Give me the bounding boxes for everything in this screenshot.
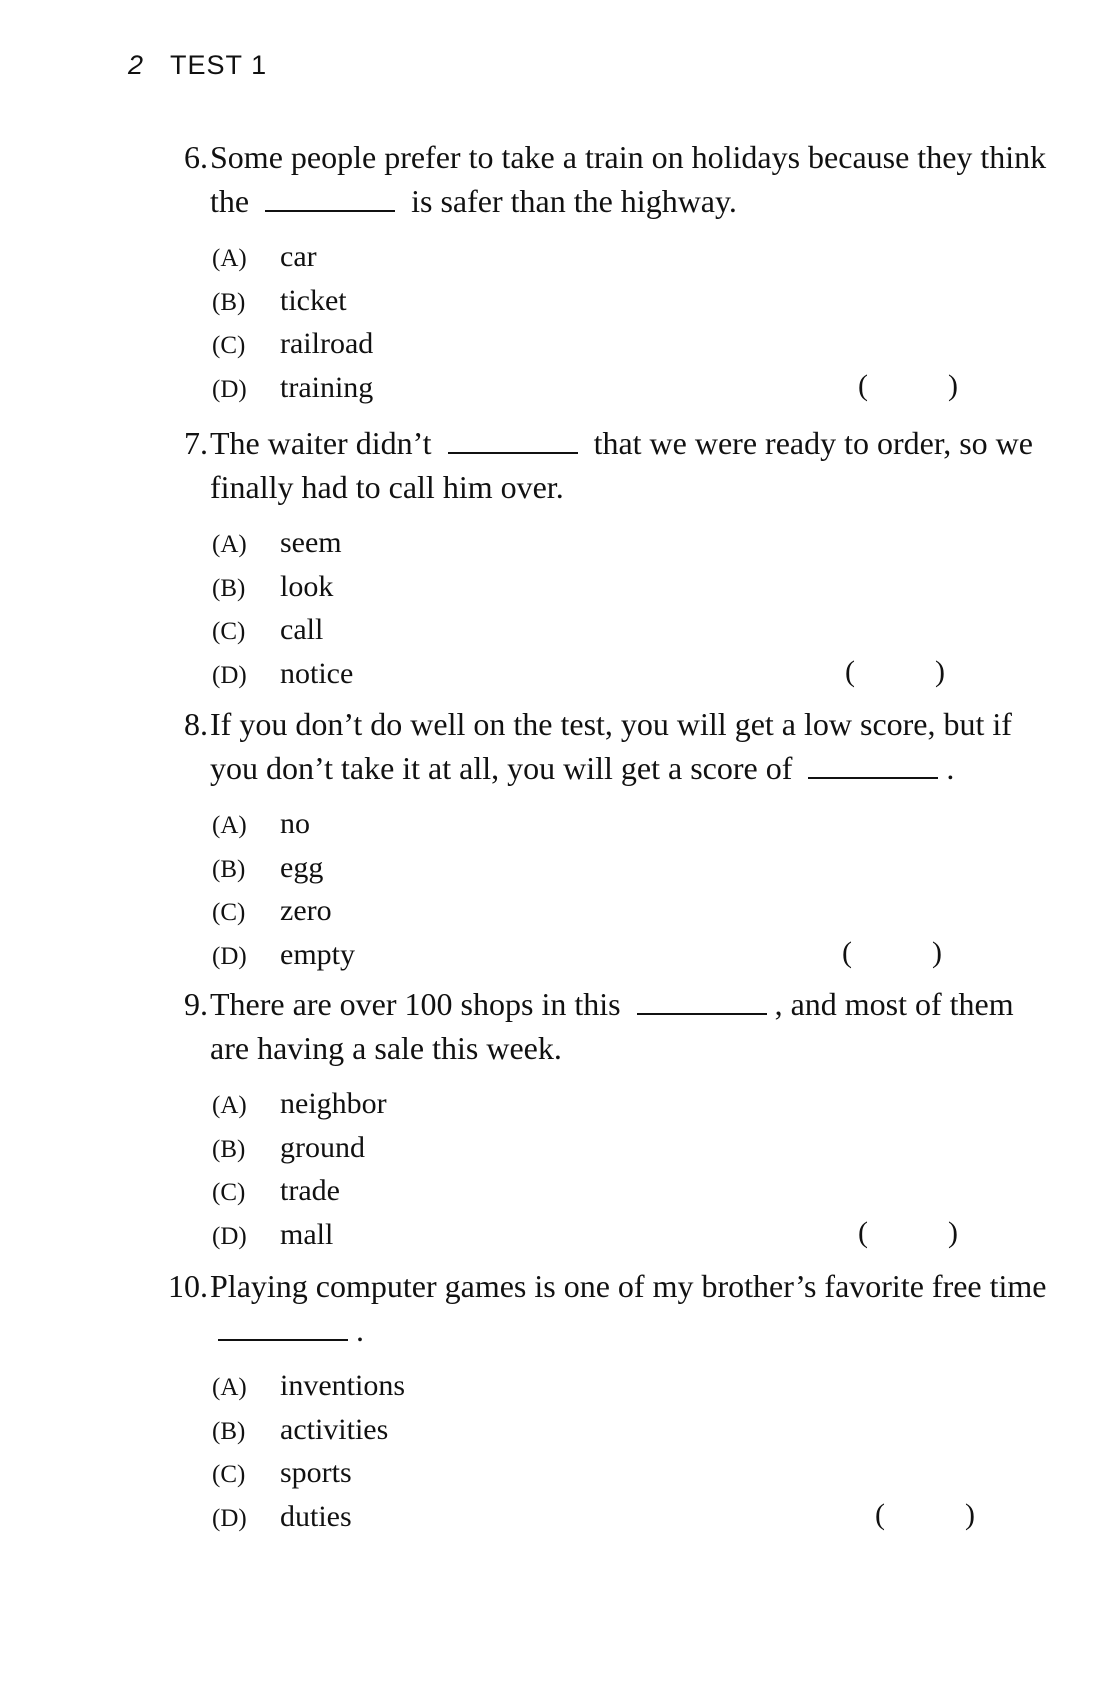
question-number: 6.	[184, 139, 208, 175]
option-letter: (A)	[212, 245, 247, 272]
options-list	[150, 235, 1050, 409]
paren-open: (	[858, 1215, 868, 1249]
question-stem	[150, 982, 1050, 1070]
question-stem	[150, 421, 1050, 509]
stem-text-before: There are over 100 shops in this	[210, 986, 621, 1022]
option-text: call	[280, 613, 324, 646]
answer-blank	[218, 1315, 348, 1341]
answer-blank	[448, 428, 578, 454]
question-number: 7.	[184, 425, 208, 461]
question-number: 8.	[184, 706, 208, 742]
question-7	[150, 421, 1050, 695]
option-text: mall	[280, 1217, 334, 1251]
option-b[interactable]	[212, 1408, 1050, 1452]
paren-open: (	[875, 1497, 885, 1531]
option-letter: (C)	[212, 1461, 246, 1488]
option-letter: (B)	[212, 288, 246, 316]
option-text: zero	[280, 894, 332, 927]
answer-blank	[808, 753, 938, 779]
question-number: 9.	[184, 986, 208, 1022]
paren-close: )	[932, 935, 942, 969]
options-list	[150, 1082, 1050, 1256]
option-text: sports	[280, 1456, 352, 1489]
question-6	[150, 135, 1050, 409]
option-a[interactable]	[212, 521, 1050, 565]
option-text: neighbor	[280, 1087, 387, 1120]
answer-parentheses[interactable]	[842, 931, 942, 975]
option-a[interactable]	[212, 802, 1050, 846]
option-letter: (C)	[212, 899, 246, 926]
option-letter: (C)	[212, 618, 246, 645]
option-c[interactable]	[212, 889, 1050, 933]
stem-text-after: is safer than the highway.	[411, 183, 737, 219]
option-text: look	[280, 569, 334, 603]
option-text: car	[280, 240, 317, 273]
option-text: seem	[280, 526, 342, 559]
option-b[interactable]	[212, 1126, 1050, 1170]
stem-text-before: Playing computer games is one of my brother’s favorite free time	[210, 1268, 1047, 1304]
stem-text-before: If you don’t do well on the test, you will get a low score, but if you don’t take it at all, you will get a score of	[210, 706, 1012, 786]
option-c[interactable]	[212, 1169, 1050, 1213]
option-text: training	[280, 370, 374, 404]
option-b[interactable]	[212, 565, 1050, 609]
stem-text-before: The waiter didn’t	[210, 425, 432, 461]
option-text: no	[280, 807, 310, 840]
option-letter: (D)	[212, 942, 247, 970]
option-b[interactable]	[212, 279, 1050, 323]
option-c[interactable]	[212, 608, 1050, 652]
option-text: egg	[280, 850, 324, 884]
option-text: empty	[280, 937, 355, 971]
option-letter: (B)	[212, 574, 246, 602]
question-stem	[150, 1264, 1050, 1352]
question-8	[150, 702, 1050, 976]
option-text: inventions	[280, 1369, 405, 1402]
stem-text-after: , and most of them are having a sale this week.	[210, 986, 1014, 1066]
option-c[interactable]	[212, 1451, 1050, 1495]
option-b[interactable]	[212, 846, 1050, 890]
option-a[interactable]	[212, 235, 1050, 279]
question-stem	[150, 135, 1050, 223]
option-a[interactable]	[212, 1082, 1050, 1126]
question-10	[150, 1264, 1050, 1538]
answer-parentheses[interactable]	[845, 650, 945, 694]
answer-blank	[265, 186, 395, 212]
answer-parentheses[interactable]	[858, 1211, 958, 1255]
option-letter: (B)	[212, 1135, 246, 1163]
option-letter: (C)	[212, 1179, 246, 1206]
stem-text-after: .	[946, 750, 955, 786]
question-number: 10.	[168, 1268, 208, 1304]
options-list	[150, 802, 1050, 976]
option-a[interactable]	[212, 1364, 1050, 1408]
stem-text-after: that we were ready to order, so we finally had to call him over.	[210, 425, 1033, 505]
page-header	[128, 50, 267, 81]
stem-text-after: .	[356, 1312, 364, 1348]
option-letter: (D)	[212, 1504, 247, 1532]
paren-open: (	[858, 368, 868, 402]
option-text: railroad	[280, 327, 374, 360]
answer-parentheses[interactable]	[875, 1493, 975, 1537]
option-text: ground	[280, 1130, 365, 1164]
option-text: notice	[280, 656, 354, 690]
answer-parentheses[interactable]	[858, 364, 958, 408]
option-letter: (D)	[212, 375, 247, 403]
option-letter: (A)	[212, 812, 247, 839]
option-letter: (C)	[212, 332, 246, 359]
option-letter: (A)	[212, 1092, 247, 1119]
question-9	[150, 982, 1050, 1256]
option-letter: (A)	[212, 531, 247, 558]
options-list	[150, 1364, 1050, 1538]
page-number: 2	[128, 50, 145, 80]
stem-text-before: Some people prefer to take a train on holidays because they think the	[210, 139, 1047, 219]
paren-close: )	[948, 1215, 958, 1249]
paren-open: (	[842, 935, 852, 969]
paren-close: )	[965, 1497, 975, 1531]
option-letter: (A)	[212, 1374, 247, 1401]
option-text: duties	[280, 1499, 352, 1533]
option-letter: (B)	[212, 855, 246, 883]
question-stem	[150, 702, 1050, 790]
option-letter: (D)	[212, 1222, 247, 1250]
test-title: TEST 1	[170, 50, 268, 80]
paren-open: (	[845, 654, 855, 688]
option-text: activities	[280, 1412, 389, 1446]
paren-close: )	[948, 368, 958, 402]
options-list	[150, 521, 1050, 695]
option-c[interactable]	[212, 322, 1050, 366]
option-text: ticket	[280, 283, 347, 317]
option-letter: (B)	[212, 1417, 246, 1445]
answer-blank	[637, 989, 767, 1015]
option-letter: (D)	[212, 661, 247, 689]
option-text: trade	[280, 1174, 340, 1207]
paren-close: )	[935, 654, 945, 688]
